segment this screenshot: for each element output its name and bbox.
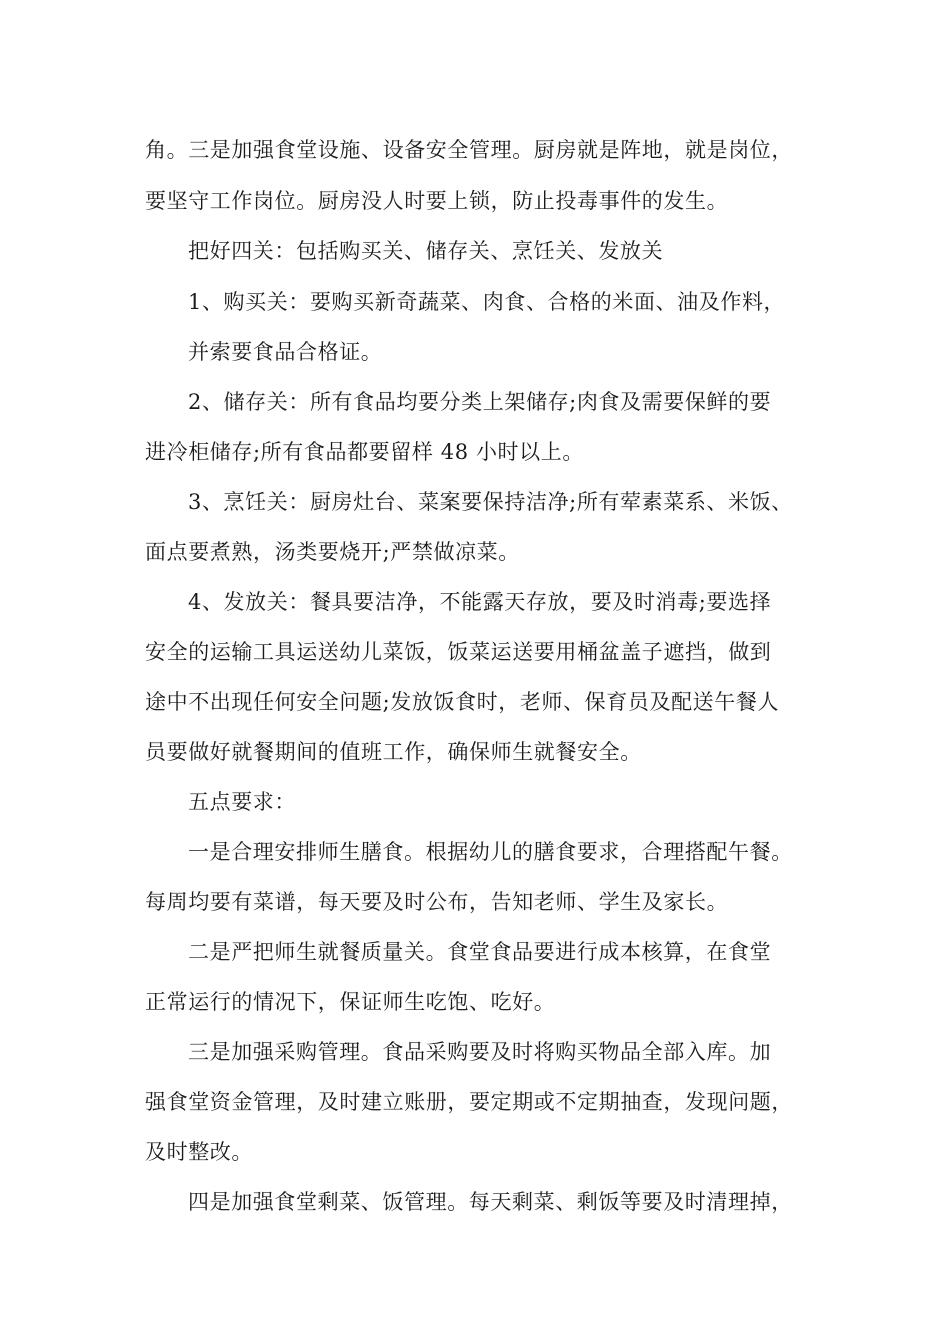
text-line: 一是合理安排师生膳食。根据幼儿的膳食要求，合理搭配午餐。: [188, 840, 793, 864]
text-line: 每周均要有菜谱，每天要及时公布，告知老师、学生及家长。: [145, 890, 729, 914]
text-line: 员要做好就餐期间的值班工作，确保师生就餐安全。: [145, 740, 642, 764]
section-heading: 把好四关：包括购买关、储存关、烹饪关、发放关: [188, 239, 664, 263]
text-line: 4、发放关：餐具要洁净，不能露天存放，要及时消毒;要选择: [188, 590, 772, 614]
text-line: 角。三是加强食堂设施、设备安全管理。厨房就是阵地，就是岗位，: [145, 138, 793, 162]
text-line: 3、烹饪关：厨房灶台、菜案要保持洁净;所有荤素菜系、米饭、: [188, 490, 793, 514]
text-line: 2、储存关：所有食品均要分类上架储存;肉食及需要保鲜的要: [188, 390, 772, 414]
text-line: 要坚守工作岗位。厨房没人时要上锁，防止投毒事件的发生。: [145, 189, 729, 213]
text-line: 三是加强采购管理。食品采购要及时将购买物品全部入库。加: [188, 1040, 772, 1064]
section-heading: 五点要求：: [188, 790, 296, 814]
text-line: 安全的运输工具运送幼儿菜饭，饭菜运送要用桶盆盖子遮挡，做到: [145, 640, 772, 664]
text-line: 并索要食品合格证。: [188, 340, 383, 364]
text-line: 进冷柜储存;所有食品都要留样 48 小时以上。: [145, 440, 584, 464]
text-line: 及时整改。: [145, 1140, 253, 1164]
text-line: 1、购买关：要购买新奇蔬菜、肉食、合格的米面、油及作料，: [188, 290, 786, 314]
text-line: 正常运行的情况下，保证师生吃饱、吃好。: [145, 990, 556, 1014]
text-line: 面点要煮熟，汤类要烧开;严禁做凉菜。: [145, 540, 520, 564]
text-line: 途中不出现任何安全问题;发放饭食时，老师、保育员及配送午餐人: [145, 690, 780, 714]
text-line: 二是严把师生就餐质量关。食堂食品要进行成本核算，在食堂: [188, 940, 772, 964]
text-line: 四是加强食堂剩菜、饭管理。每天剩菜、剩饭等要及时清理掉，: [188, 1190, 793, 1214]
text-line: 强食堂资金管理，及时建立账册，要定期或不定期抽查，发现问题，: [145, 1090, 793, 1114]
